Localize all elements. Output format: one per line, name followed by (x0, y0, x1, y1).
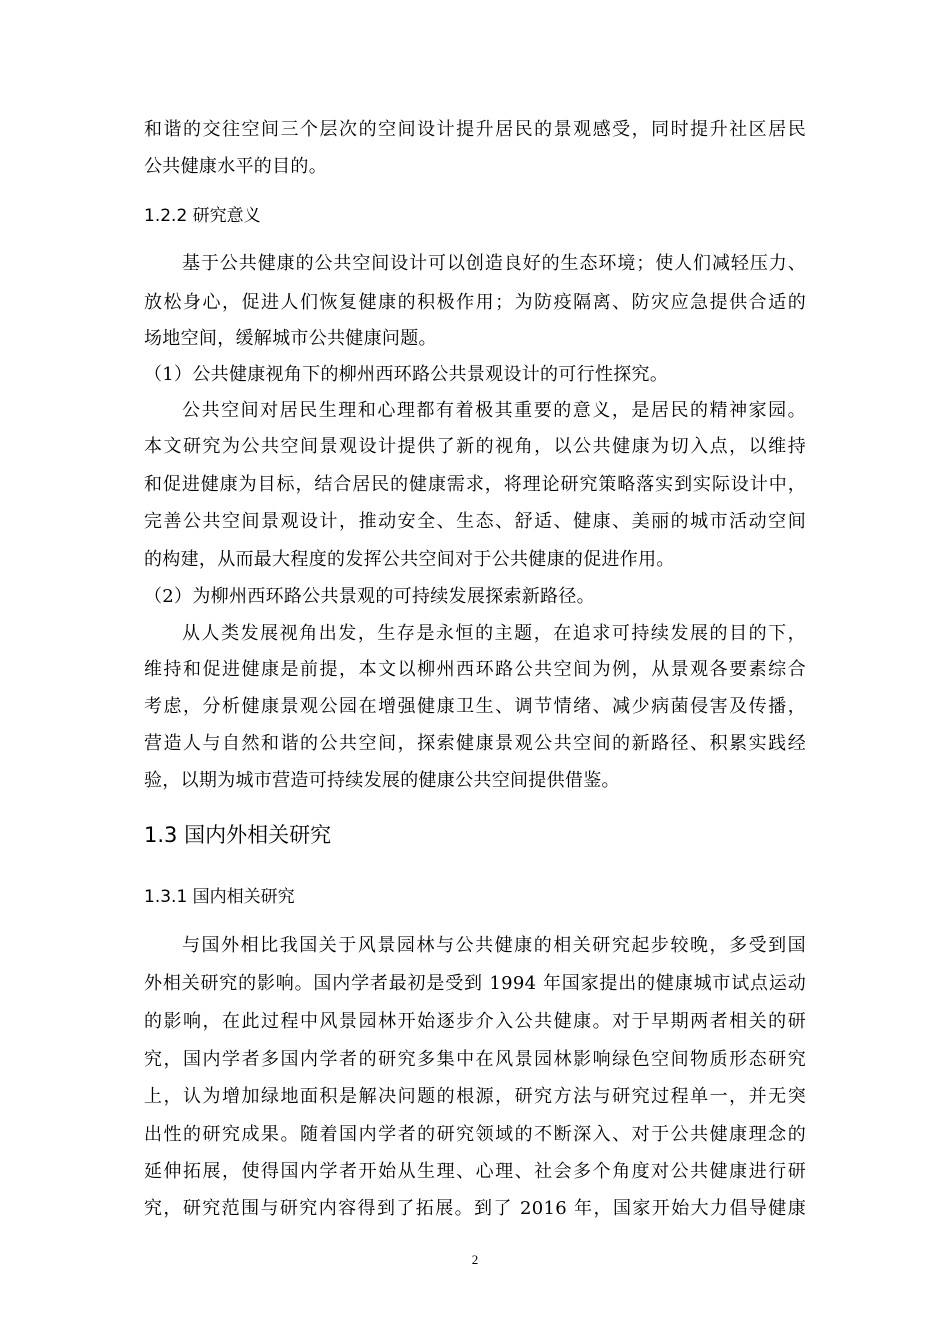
body-line: 究，研究范围与研究内容得到了拓展。到了 2016 年，国家开始大力倡导健康 (144, 1198, 806, 1219)
section-heading-1-2-2: 1.2.2 研究意义 (144, 206, 261, 226)
body-line: 公共空间对居民生理和心理都有着极其重要的意义，是居民的精神家园。 (182, 400, 806, 421)
body-line: 的构建，从而最大程度的发挥公共空间对于公共健康的促进作用。 (144, 549, 675, 570)
body-line: 与国外相比我国关于风景园林与公共健康的相关研究起步较晚，多受到国 (182, 935, 806, 956)
body-line: 放松身心，促进人们恢复健康的积极作用；为防疫隔离、防灾应急提供合适的 (144, 292, 806, 313)
body-line: 本文研究为公共空间景观设计提供了新的视角，以公共健康为切入点，以维持 (144, 436, 806, 457)
body-line: 外相关研究的影响。国内学者最初是受到 1994 年国家提出的健康城市试点运动 (144, 973, 806, 994)
body-line: 场地空间，缓解城市公共健康问题。 (144, 328, 437, 349)
body-line: 究，国内学者多国内学者的研究多集中在风景园林影响绿色空间物质形态研究 (144, 1049, 806, 1070)
body-line: 维持和促进健康是前提，本文以柳州西环路公共空间为例，从景观各要素综合 (144, 659, 806, 680)
body-line: 基于公共健康的公共空间设计可以创造良好的生态环境；使人们减轻压力、 (182, 253, 806, 274)
list-item-title: （1）公共健康视角下的柳州西环路公共景观设计的可行性探究。 (144, 364, 669, 385)
body-line: 和促进健康为目标，结合居民的健康需求，将理论研究策略落实到实际设计中， (144, 474, 806, 495)
section-heading-1-3: 1.3 国内外相关研究 (144, 823, 332, 847)
body-line: 延伸拓展，使得国内学者开始从生理、心理、社会多个角度对公共健康进行研 (144, 1161, 806, 1182)
section-heading-1-3-1: 1.3.1 国内相关研究 (144, 887, 295, 907)
body-line: 考虑，分析健康景观公园在增强健康卫生、调节情绪、减少病菌侵害及传播， (144, 696, 806, 717)
body-line: 完善公共空间景观设计，推动安全、生态、舒适、健康、美丽的城市活动空间 (144, 511, 806, 532)
body-line: 上，认为增加绿地面积是解决问题的根源，研究方法与研究过程单一，并无突 (144, 1086, 806, 1107)
page-number: 2 (471, 1252, 479, 1267)
body-line: 从人类发展视角出发，生存是永恒的主题，在追求可持续发展的目的下， (182, 623, 806, 644)
body-line: 的影响，在此过程中风景园林开始逐步介入公共健康。对于早期两者相关的研 (144, 1011, 806, 1032)
body-line: 营造人与自然和谐的公共空间，探索健康景观公共空间的新路径、积累实践经 (144, 733, 806, 754)
body-line: 出性的研究成果。随着国内学者的研究领域的不断深入、对于公共健康理念的 (144, 1124, 806, 1145)
body-line: 和谐的交往空间三个层次的空间设计提升居民的景观感受，同时提升社区居民 (144, 119, 806, 140)
body-line: 公共健康水平的目的。 (144, 156, 327, 177)
body-line: 验，以期为城市营造可持续发展的健康公共空间提供借鉴。 (144, 770, 620, 791)
list-item-title: （2）为柳州西环路公共景观的可持续发展探索新路径。 (144, 586, 595, 607)
